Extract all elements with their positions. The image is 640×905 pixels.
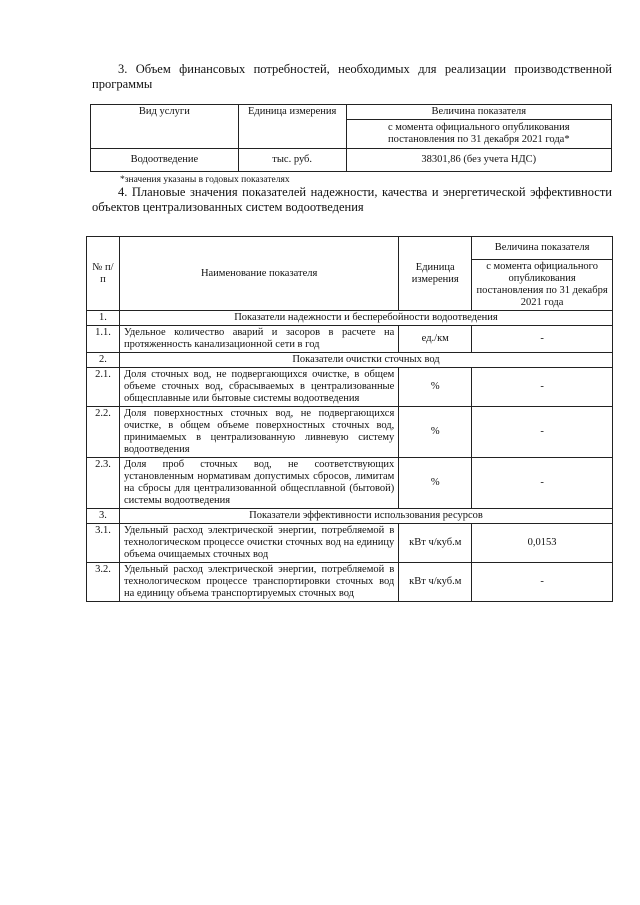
row-value: - [472,326,613,353]
row-value: - [472,458,613,509]
table-row [91,149,612,172]
group-title: Показатели надежности и бесперебойности водоотведения [119,311,612,326]
row-num: 2.2. [87,407,120,458]
section-3-heading: 3. Объем финансовых потребностей, необходимых для реализации производственной программы [92,62,612,91]
table-row [87,563,613,602]
row-unit: % [399,458,472,509]
row-unit: % [399,368,472,407]
row-name: Удельное количество аварий и засоров в расчете на протяженность канализационной сети в год [119,326,398,353]
row-name: Удельный расход электрической энергии, потребляемой в технологическом процессе транспортировки сточных вод на единицу объема транспортируемых сточных вод [119,563,398,602]
group-row [87,509,613,524]
row-value: - [472,563,613,602]
row-num: 3.2. [87,563,120,602]
table-row [87,524,613,563]
row-name: Доля поверхностных сточных вод, не подвергающихся очистке, в общем объеме поверхностных сточных вод, принимаемых в централизованную ливневую систему водоотведения [119,407,398,458]
row-num: 2.3. [87,458,120,509]
table-header-row [87,237,613,260]
row-num: 2.1. [87,368,120,407]
col-value-header: Величина показателя [346,105,611,120]
unit-cell: тыс. руб. [238,149,346,172]
service-cell: Водоотведение [91,149,239,172]
col-value-header: Величина показателя [472,237,613,260]
row-name: Доля проб сточных вод, не соответствующих установленным нормативам допустимых сбросов, лимитам на сбросы для централизованной общесплавной (бытовой) системы водоотведения [119,458,398,509]
group-num: 1. [87,311,120,326]
col-unit-header: Единица измерения [238,105,346,149]
col-service-header: Вид услуги [91,105,239,149]
table-row [87,326,613,353]
group-row [87,353,613,368]
group-title: Показатели эффективности использования ресурсов [119,509,612,524]
table-row [87,368,613,407]
row-unit: % [399,407,472,458]
row-num: 3.1. [87,524,120,563]
table-row [87,458,613,509]
col-value-subheader: с момента официального опубликования постановления по 31 декабря 2021 года [472,260,613,311]
col-value-subheader: с момента официального опубликования постановления по 31 декабря 2021 года* [346,120,611,149]
col-unit-header: Единица измерения [399,237,472,311]
financial-needs-table [90,104,612,172]
footnote: *значения указаны в годовых показателях [120,175,290,185]
group-title: Показатели очистки сточных вод [119,353,612,368]
col-name-header: Наименование показателя [119,237,398,311]
row-name: Доля сточных вод, не подвергающихся очистке, в общем объеме сточных вод, сбрасываемых в централизованные общесплавные или бытовые системы водоотведения [119,368,398,407]
group-row [87,311,613,326]
row-unit: ед./км [399,326,472,353]
row-unit: кВт ч/куб.м [399,563,472,602]
row-num: 1.1. [87,326,120,353]
table-row [87,407,613,458]
group-num: 3. [87,509,120,524]
row-value: - [472,368,613,407]
group-num: 2. [87,353,120,368]
section-4-heading: 4. Плановые значения показателей надежности, качества и энергетической эффективности объектов централизованных систем водоотведения [92,185,612,214]
table-header-row [91,105,612,120]
col-num-header: № п/п [87,237,120,311]
row-unit: кВт ч/куб.м [399,524,472,563]
row-value: 0,0153 [472,524,613,563]
row-name: Удельный расход электрической энергии, потребляемой в технологическом процессе очистки сточных вод на единицу объема очищаемых сточных вод [119,524,398,563]
row-value: - [472,407,613,458]
value-cell: 38301,86 (без учета НДС) [346,149,611,172]
indicators-table [86,236,613,602]
